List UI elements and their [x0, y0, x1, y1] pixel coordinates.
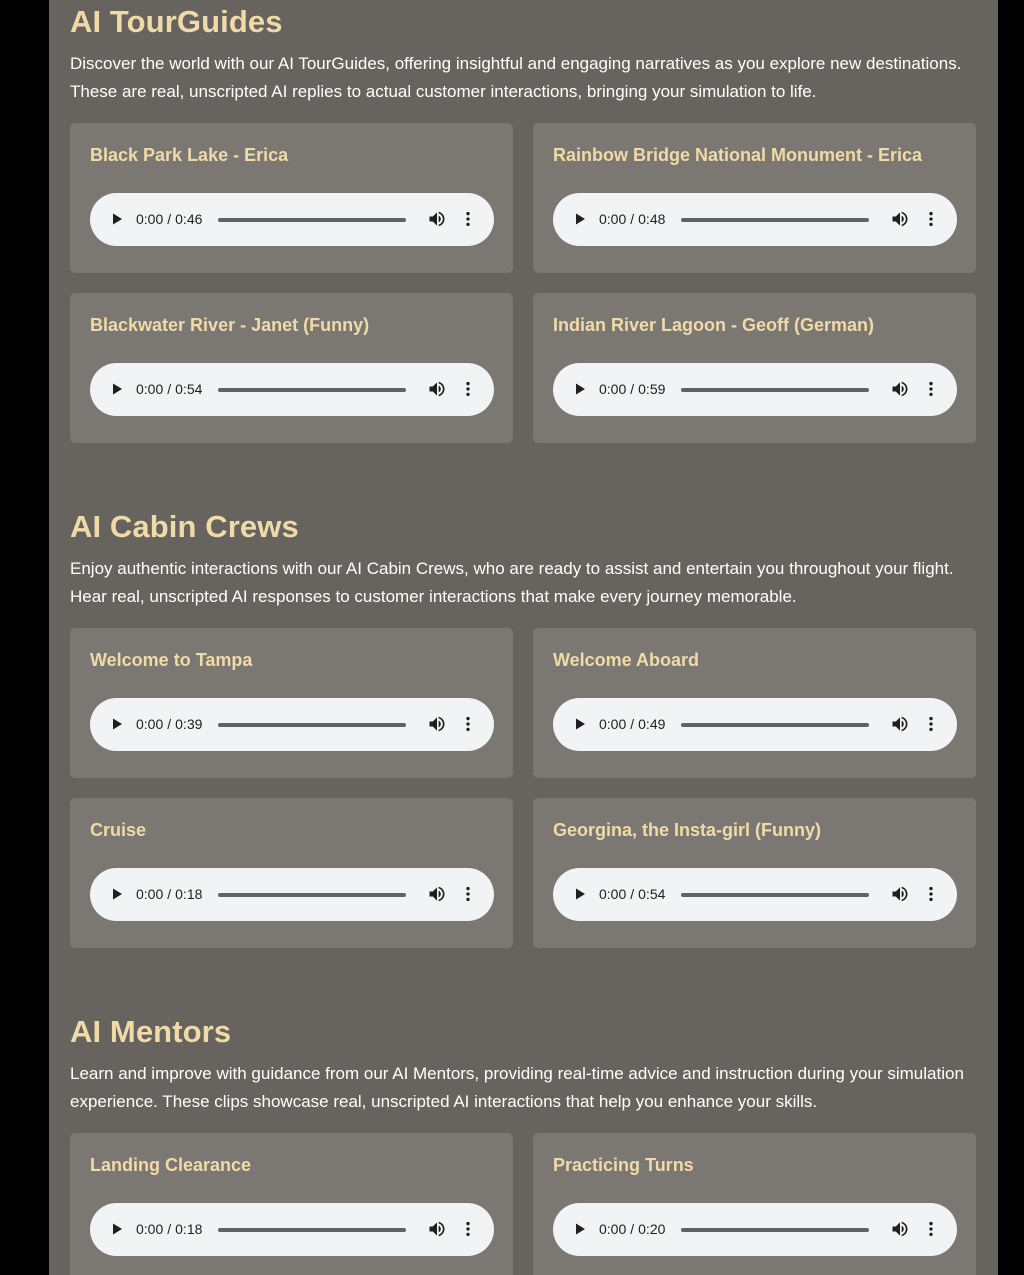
seek-slider[interactable]: [218, 723, 406, 727]
clip-title: Welcome Aboard: [553, 650, 700, 670]
play-icon[interactable]: [571, 210, 589, 228]
current-time: 0:00: [599, 1221, 627, 1237]
time-display: [599, 885, 665, 903]
time-separator: /: [630, 716, 635, 732]
volume-icon[interactable]: [427, 1219, 447, 1239]
time-separator: /: [167, 381, 172, 397]
play-icon[interactable]: [571, 380, 589, 398]
current-time: 0:00: [136, 211, 164, 227]
audio-card: [533, 798, 976, 948]
clip-title: Welcome to Tampa: [90, 650, 253, 670]
more-vert-icon[interactable]: [458, 379, 478, 399]
duration: 0:39: [175, 716, 203, 732]
more-vert-icon[interactable]: [921, 209, 941, 229]
seek-slider[interactable]: [681, 723, 869, 727]
time-display: [136, 1220, 202, 1238]
audio-player[interactable]: [90, 363, 494, 416]
seek-slider[interactable]: [218, 893, 406, 897]
more-vert-icon[interactable]: [458, 209, 478, 229]
volume-icon[interactable]: [890, 1219, 910, 1239]
play-icon[interactable]: [571, 715, 589, 733]
time-separator: /: [630, 381, 635, 397]
audio-player[interactable]: [90, 1203, 494, 1256]
seek-slider[interactable]: [218, 1228, 406, 1232]
seek-slider[interactable]: [218, 388, 406, 392]
time-separator: /: [167, 886, 172, 902]
play-icon[interactable]: [571, 885, 589, 903]
time-display: [599, 380, 665, 398]
time-display: [136, 380, 202, 398]
duration: 0:54: [175, 381, 203, 397]
volume-icon[interactable]: [427, 714, 447, 734]
duration: 0:18: [175, 1221, 203, 1237]
section-description: Discover the world with our AI TourGuides, offering insightful and engaging narratives as you explore new destinations. These are real, unscripted AI replies to actual customer interactions, bringing your simulation to life.: [70, 54, 962, 101]
more-vert-icon[interactable]: [458, 714, 478, 734]
seek-slider[interactable]: [681, 218, 869, 222]
time-separator: /: [630, 211, 635, 227]
duration: 0:48: [638, 211, 666, 227]
more-vert-icon[interactable]: [921, 1219, 941, 1239]
audio-card: [533, 628, 976, 778]
duration: 0:18: [175, 886, 203, 902]
more-vert-icon[interactable]: [921, 379, 941, 399]
audio-card: [70, 628, 513, 778]
audio-player[interactable]: [553, 363, 957, 416]
time-display: [599, 1220, 665, 1238]
section-cabin-crews: [70, 507, 978, 902]
section-description: Enjoy authentic interactions with our AI Cabin Crews, who are ready to assist and entertain you throughout your flight. Hear real, unscripted AI responses to customer interactions that make every journey memorable.: [70, 559, 954, 606]
time-display: [136, 210, 202, 228]
audio-card: [70, 293, 513, 443]
volume-icon[interactable]: [890, 714, 910, 734]
more-vert-icon[interactable]: [921, 714, 941, 734]
content-page: [49, 0, 998, 1275]
duration: 0:54: [638, 886, 666, 902]
volume-icon[interactable]: [427, 379, 447, 399]
current-time: 0:00: [599, 211, 627, 227]
current-time: 0:00: [136, 886, 164, 902]
audio-player[interactable]: [90, 193, 494, 246]
clip-title: Black Park Lake - Erica: [90, 145, 289, 165]
more-vert-icon[interactable]: [458, 1219, 478, 1239]
play-icon[interactable]: [108, 885, 126, 903]
section-title: AI TourGuides: [70, 4, 283, 39]
time-separator: /: [630, 886, 635, 902]
duration: 0:59: [638, 381, 666, 397]
current-time: 0:00: [599, 886, 627, 902]
play-icon[interactable]: [108, 210, 126, 228]
section-tourguides: [70, 2, 978, 397]
audio-player[interactable]: [553, 1203, 957, 1256]
audio-card: [533, 1133, 976, 1275]
play-icon[interactable]: [108, 715, 126, 733]
clip-title: Georgina, the Insta-girl (Funny): [553, 820, 822, 840]
section-description: Learn and improve with guidance from our AI Mentors, providing real-time advice and instruction during your simulation experience. These clips showcase real, unscripted AI interactions that help you enhance your skills.: [70, 1064, 964, 1111]
section-title: AI Mentors: [70, 1014, 232, 1049]
volume-icon[interactable]: [427, 209, 447, 229]
clip-title: Rainbow Bridge National Monument - Erica: [553, 145, 923, 165]
time-display: [136, 885, 202, 903]
duration: 0:49: [638, 716, 666, 732]
section-title: AI Cabin Crews: [70, 509, 299, 544]
audio-player[interactable]: [90, 698, 494, 751]
current-time: 0:00: [136, 381, 164, 397]
current-time: 0:00: [136, 716, 164, 732]
audio-card: [70, 798, 513, 948]
more-vert-icon[interactable]: [458, 884, 478, 904]
volume-icon[interactable]: [890, 884, 910, 904]
audio-player[interactable]: [553, 193, 957, 246]
duration: 0:46: [175, 211, 203, 227]
time-separator: /: [630, 1221, 635, 1237]
time-separator: /: [167, 1221, 172, 1237]
clip-title: Indian River Lagoon - Geoff (German): [553, 315, 875, 335]
play-icon[interactable]: [108, 380, 126, 398]
audio-player[interactable]: [553, 698, 957, 751]
volume-icon[interactable]: [890, 209, 910, 229]
time-display: [599, 715, 665, 733]
seek-slider[interactable]: [681, 1228, 869, 1232]
play-icon[interactable]: [108, 1220, 126, 1238]
clip-title: Blackwater River - Janet (Funny): [90, 315, 370, 335]
volume-icon[interactable]: [890, 379, 910, 399]
duration: 0:20: [638, 1221, 666, 1237]
time-separator: /: [167, 211, 172, 227]
time-separator: /: [167, 716, 172, 732]
audio-card: [70, 123, 513, 273]
seek-slider[interactable]: [681, 893, 869, 897]
seek-slider[interactable]: [681, 388, 869, 392]
time-display: [599, 210, 665, 228]
audio-card: [533, 123, 976, 273]
more-vert-icon[interactable]: [921, 884, 941, 904]
audio-player[interactable]: [553, 868, 957, 921]
audio-card: [533, 293, 976, 443]
audio-card: [70, 1133, 513, 1275]
current-time: 0:00: [599, 716, 627, 732]
play-icon[interactable]: [571, 1220, 589, 1238]
clip-title: Practicing Turns: [553, 1155, 694, 1175]
clip-title: Landing Clearance: [90, 1155, 252, 1175]
section-mentors: [70, 1012, 978, 1237]
audio-player[interactable]: [90, 868, 494, 921]
time-display: [136, 715, 202, 733]
volume-icon[interactable]: [427, 884, 447, 904]
seek-slider[interactable]: [218, 218, 406, 222]
current-time: 0:00: [136, 1221, 164, 1237]
current-time: 0:00: [599, 381, 627, 397]
clip-title: Cruise: [90, 820, 147, 840]
